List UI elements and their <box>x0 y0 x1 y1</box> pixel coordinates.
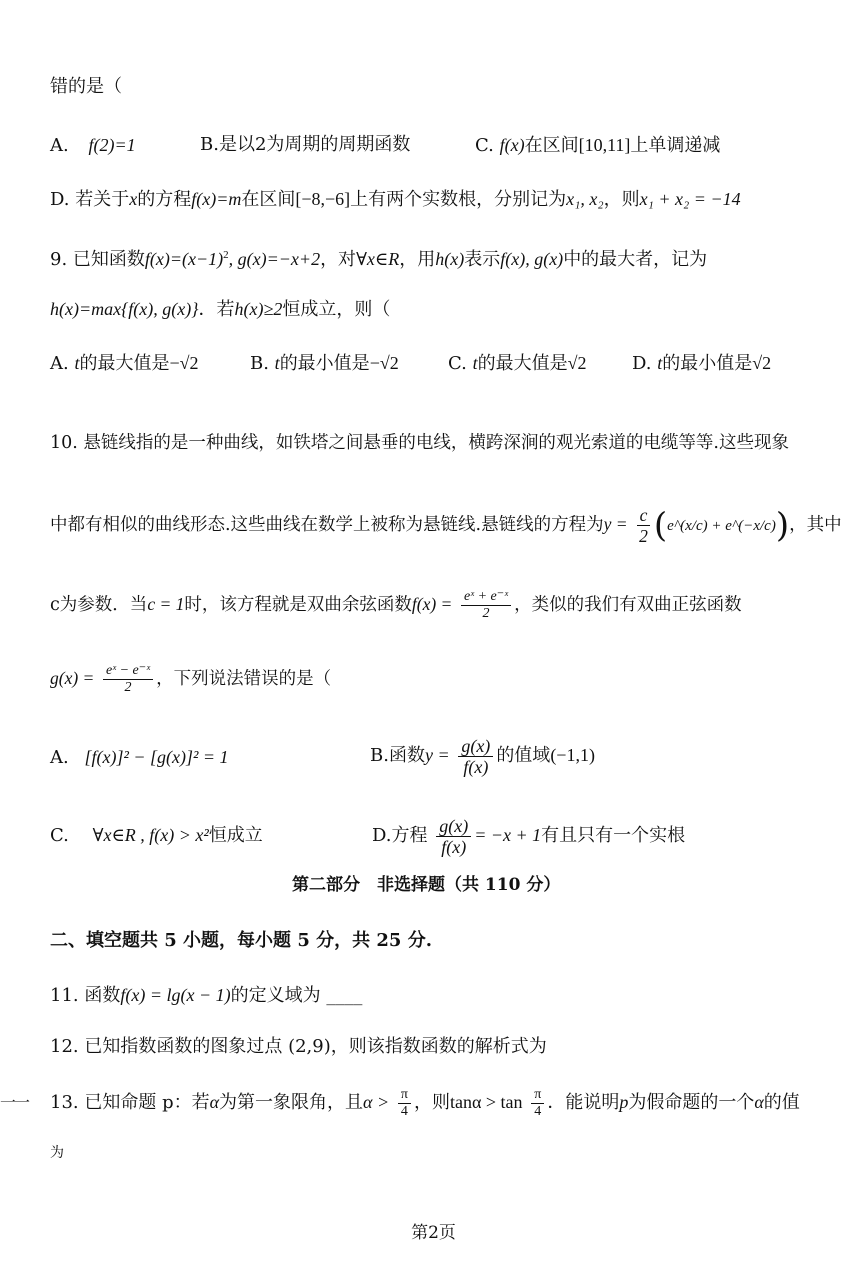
q9-stem-line2: h(x)=max{f(x), g(x)}．若h(x)≥2恒成立，则（ <box>50 299 391 320</box>
cosh-fraction: $\frac{\text{eˣ + e⁻ˣ}}{2}$ <box>461 589 511 622</box>
q8-option-b: B.是以2为周期的周期函数 <box>200 134 411 155</box>
pi-over-four-fraction: $\frac{\pi}{4}$ <box>398 1087 411 1120</box>
q10-option-a: A. [f(x)]² − [g(x)]² = 1 <box>50 747 229 768</box>
q10-option-d: D.方程 $\frac{g(x)}{f(x)}$ = −x + 1有且只有一个实根 <box>372 815 686 857</box>
tanh-fraction: $\frac{g(x)}{f(x)}$ <box>458 736 493 777</box>
question-stem-continued <box>50 74 122 100</box>
q10-option-c: C. ∀x∈R , f(x) > x²恒成立 <box>50 825 263 846</box>
q13-line1: 13. 已知命题 p：若α为第一象限角，且α > $\frac{\pi}{4}$ ，则tanα > tan $\frac{\pi}{4}$ ．能说明p为假命题的一个α的值 <box>50 1086 800 1119</box>
q12: 12. 已知指数函数的图象过点 (2,9)，则该指数函数的解析式为 <box>50 1036 547 1057</box>
part-two-title: 第二部分 非选择题（共 110 分） <box>292 875 561 895</box>
q11: 11. 函数f(x) = lg(x − 1)的定义域为 ____ <box>50 985 363 1006</box>
stem-text: 错的是（ <box>50 76 122 97</box>
margin-mark: 一一 <box>0 1093 29 1112</box>
q10-option-b: B.函数y = $\frac{g(x)}{f(x)}$ 的值域(−1,1) <box>370 735 595 777</box>
sinh-fraction: $\frac{\text{eˣ − e⁻ˣ}}{2}$ <box>103 663 153 696</box>
ratio-fraction: $\frac{g(x)}{f(x)}$ <box>436 816 471 857</box>
q8-option-d: D. 若关于x的方程f(x)=m在区间[−8,−6]上有两个实数根，分别记为x₁, x₂，则x₁ + x₂ = −14 <box>50 189 741 210</box>
pi-over-four-fraction-2: $\frac{\pi}{4}$ <box>531 1087 544 1120</box>
q8-option-a: A. f(2)=1 <box>50 135 136 156</box>
q10-line2: 中都有相似的曲线形态.这些曲线在数学上被称为悬链线.悬链线的方程为y = $\frac{c}{2}$ (e^(x/c) + e^(−x/c))，其中 <box>50 505 842 546</box>
q9-stem-line1: 9. 已知函数$f(x)=(x-1)^2$, g(x)=−x+2，对∀x∈R，用h(x)表示f(x), g(x)中的最大者，记为 <box>50 249 708 270</box>
q10-line4: g(x) = $\frac{\text{eˣ − e⁻ˣ}}{2}$ ，下列说法错误的是（ <box>50 663 332 695</box>
q10-line1: 10. 悬链线指的是一种曲线，如铁塔之间悬垂的电线，横跨深涧的观光索道的电缆等等.这些现象 <box>50 433 789 453</box>
page-number: 第2页 <box>411 1223 456 1243</box>
catenary-coefficient-fraction: $\frac{c}{2}$ <box>636 505 651 546</box>
q10-line3: c为参数．当c = 1时，该方程就是双曲余弦函数f(x) = $\frac{\text{eˣ + e⁻ˣ}}{2}$ ，类似的我们有双曲正弦函数 <box>50 589 742 621</box>
q9-option-a: A. t的最大值是−√2 <box>50 353 199 374</box>
q13-line2: 为 <box>50 1145 64 1161</box>
q9-option-c: C. t的最大值是√2 <box>448 353 587 374</box>
section-fill-in-heading: 二、填空题共 5 小题，每小题 5 分，共 25 分. <box>50 930 432 951</box>
q9-option-b: B. t的最小值是−√2 <box>250 353 399 374</box>
q9-option-d: D. t的最小值是√2 <box>632 353 772 374</box>
q8-option-c: C. f(x)在区间[10,11]上单调递减 <box>475 135 721 156</box>
